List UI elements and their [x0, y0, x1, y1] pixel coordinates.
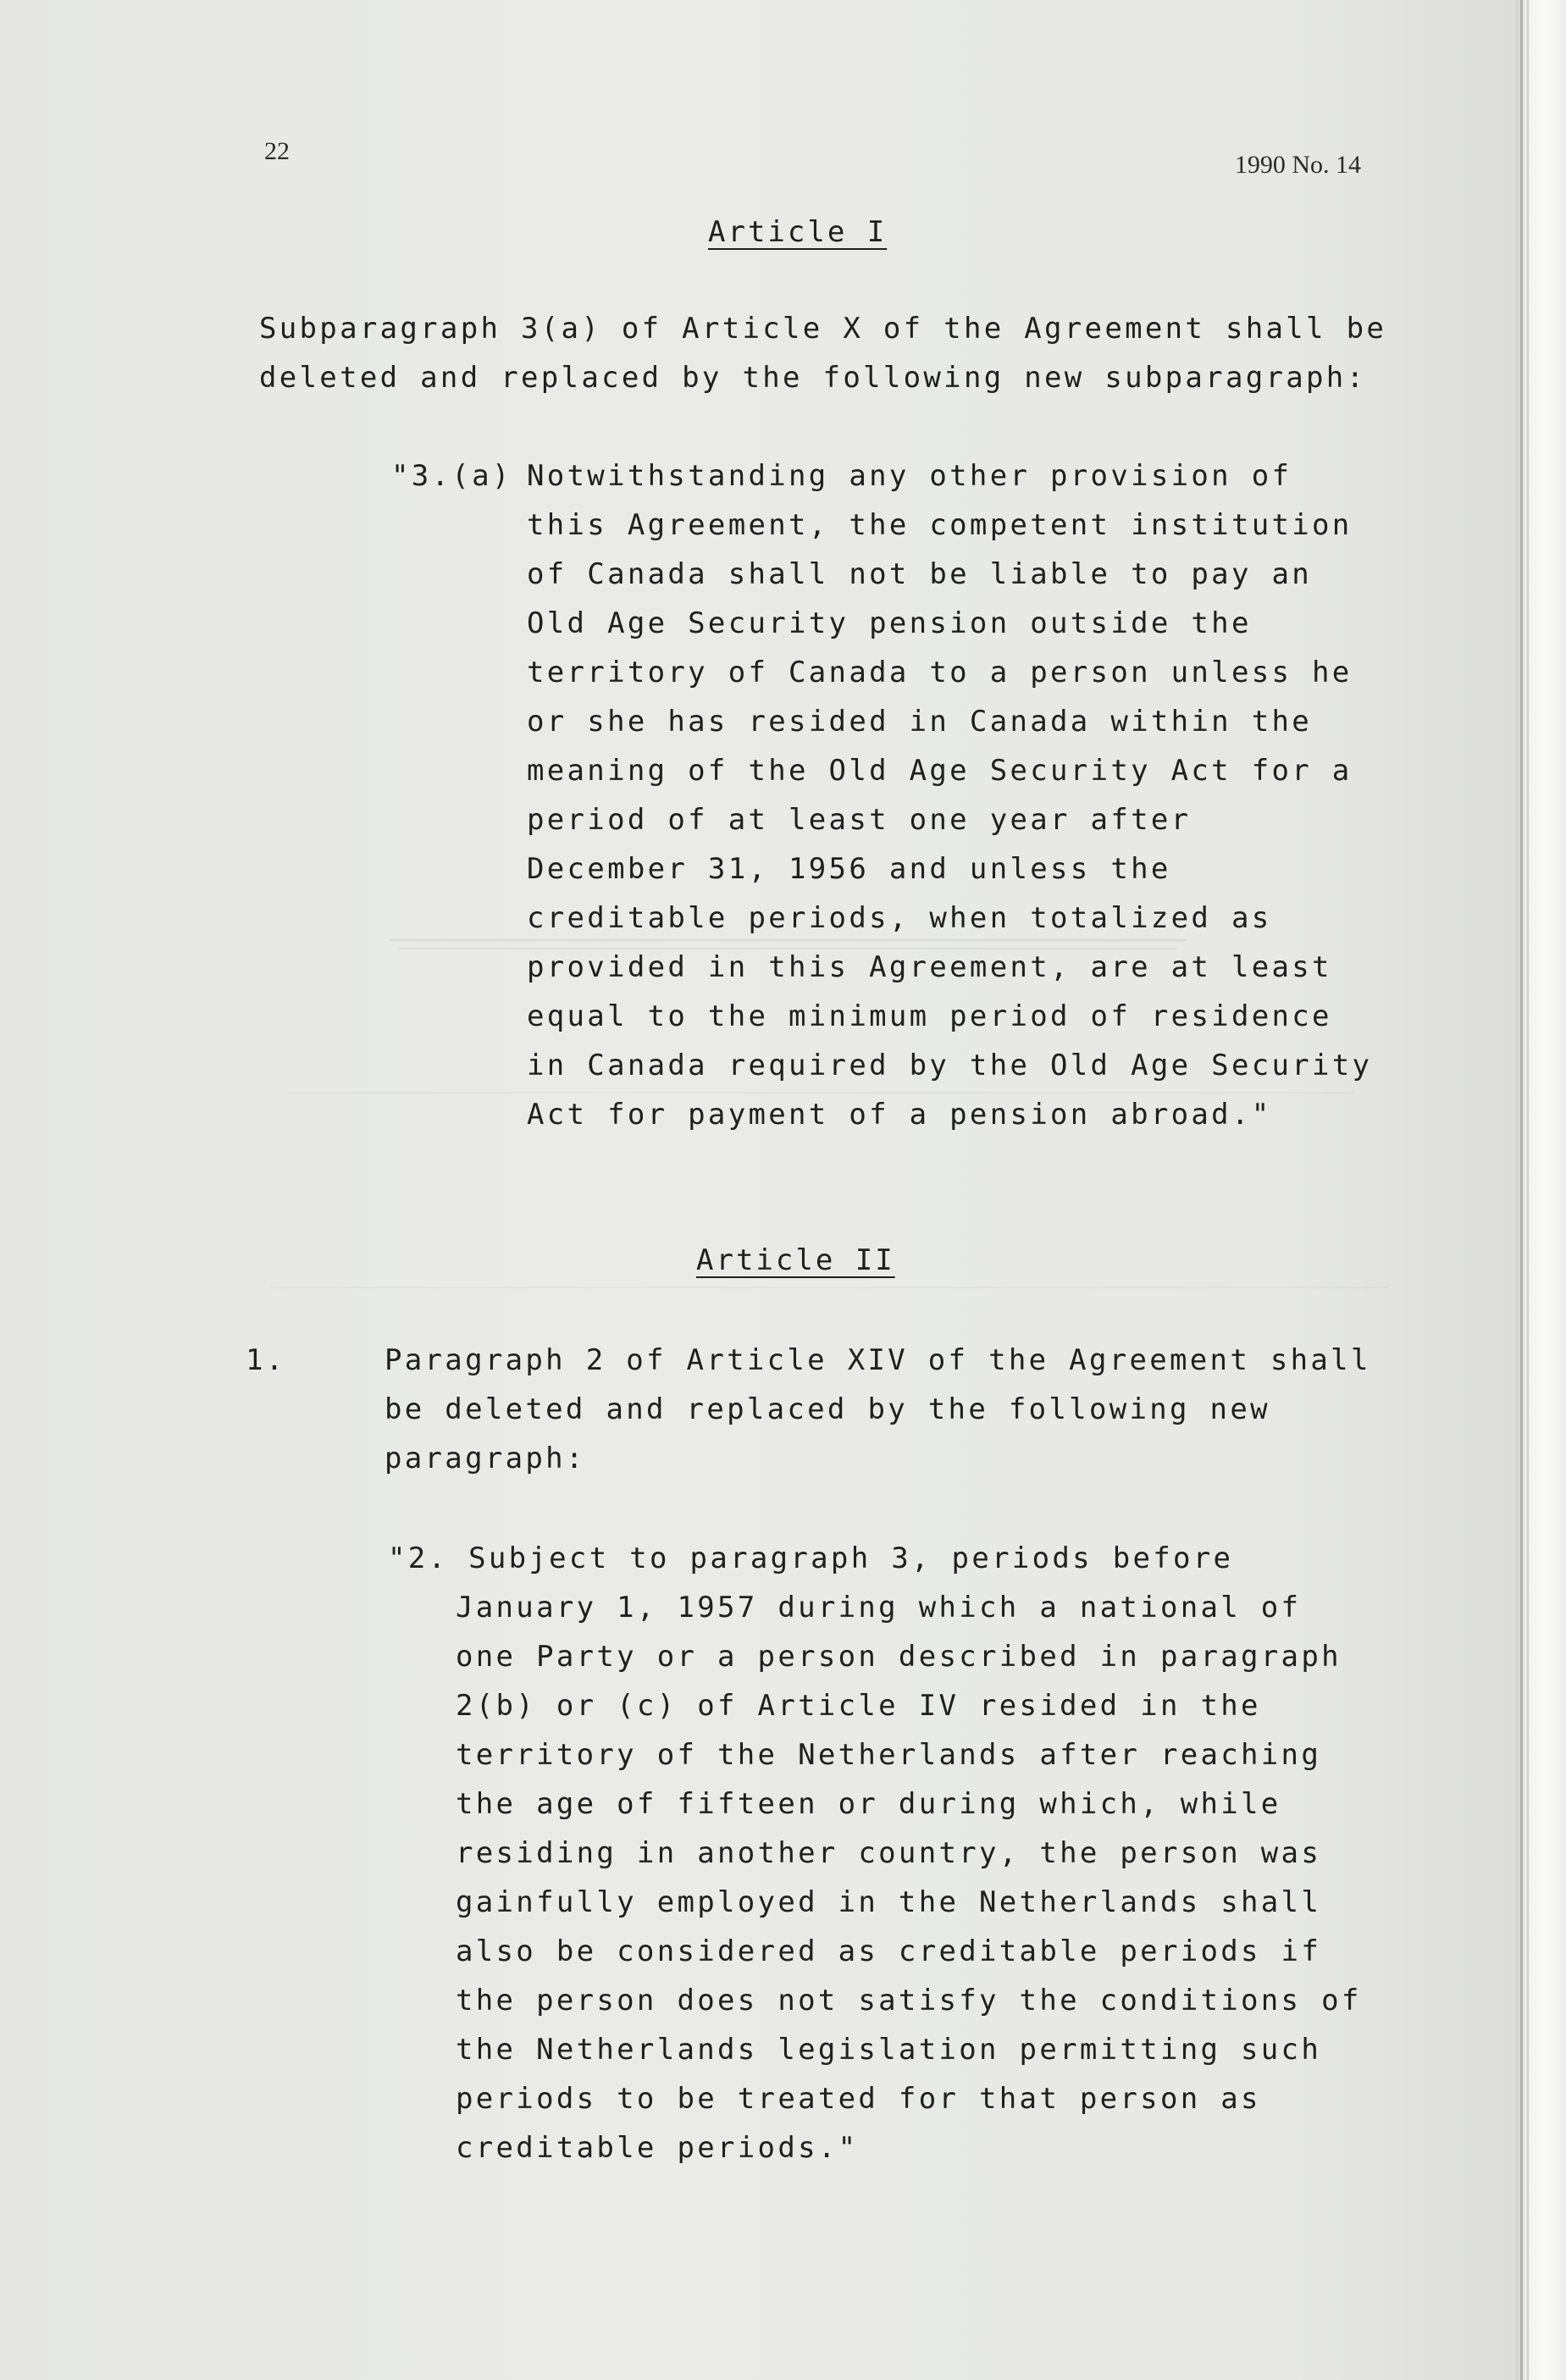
article-2-heading: Article II: [696, 1243, 895, 1277]
article-2-quote-line: periods to be treated for that person as: [456, 2082, 1261, 2116]
page-number: 22: [264, 137, 290, 165]
article-1-quote-line: this Agreement, the competent institution: [527, 508, 1353, 542]
article-2-quote-line: the age of fifteen or during which, while: [456, 1787, 1281, 1821]
article-2-item-line: paragraph:: [385, 1442, 586, 1475]
article-1-intro-line: deleted and replaced by the following new subparagraph:: [259, 361, 1367, 395]
article-2-quote-line: one Party or a person described in paragraph: [456, 1640, 1342, 1674]
article-2-quote-line: also be considered as creditable periods if: [456, 1934, 1322, 1968]
article-1-quote-line: equal to the minimum period of residence: [527, 999, 1332, 1033]
article-1-quote-line: Notwithstanding any other provision of: [527, 459, 1292, 493]
article-1-quote-line: meaning of the Old Age Security Act for a: [527, 754, 1353, 788]
article-1-quote-line: in Canada required by the Old Age Security: [527, 1049, 1373, 1082]
article-1-heading: Article I: [708, 215, 888, 249]
article-1-quote-line: creditable periods, when totalized as: [527, 901, 1272, 935]
article-2-quote-line: January 1, 1957 during which a national of: [456, 1591, 1302, 1624]
article-1-quote-line: period of at least one year after: [527, 803, 1192, 837]
article-2-quote-line: the Netherlands legislation permitting such: [456, 2033, 1322, 2067]
article-2-item-line: be deleted and replaced by the following new: [385, 1392, 1270, 1426]
article-2-quote-line: "2. Subject to paragraph 3, periods before: [388, 1541, 1234, 1575]
article-1-quote-label: "3.(a): [391, 459, 512, 493]
article-1-quote-line: Act for payment of a pension abroad.": [527, 1098, 1272, 1132]
article-1-quote-line: Old Age Security pension outside the: [527, 606, 1252, 640]
article-1-quote-line: or she has resided in Canada within the: [527, 705, 1313, 739]
article-1-quote-line: territory of Canada to a person unless he: [527, 656, 1353, 689]
article-2-quote-line: gainfully employed in the Netherlands shall: [456, 1885, 1322, 1919]
article-1-quote-line: of Canada shall not be liable to pay an: [527, 557, 1313, 591]
article-2-item-number: 1.: [246, 1343, 286, 1377]
article-2-quote-line: the person does not satisfy the conditions of: [456, 1984, 1362, 2017]
article-2-quote-line: residing in another country, the person was: [456, 1836, 1322, 1870]
article-1-intro-line: Subparagraph 3(a) of Article X of the Agreement shall be: [259, 312, 1387, 346]
article-2-item-line: Paragraph 2 of Article XIV of the Agreement shall: [385, 1343, 1371, 1377]
article-2-quote-line: territory of the Netherlands after reaching: [456, 1738, 1322, 1772]
document-reference: 1990 No. 14: [1234, 151, 1361, 179]
article-1-quote-line: December 31, 1956 and unless the: [527, 852, 1171, 886]
article-2-quote-line: creditable periods.": [456, 2131, 859, 2165]
article-1-quote-line: provided in this Agreement, are at least: [527, 950, 1332, 984]
article-2-quote-line: 2(b) or (c) of Article IV resided in the: [456, 1689, 1261, 1723]
